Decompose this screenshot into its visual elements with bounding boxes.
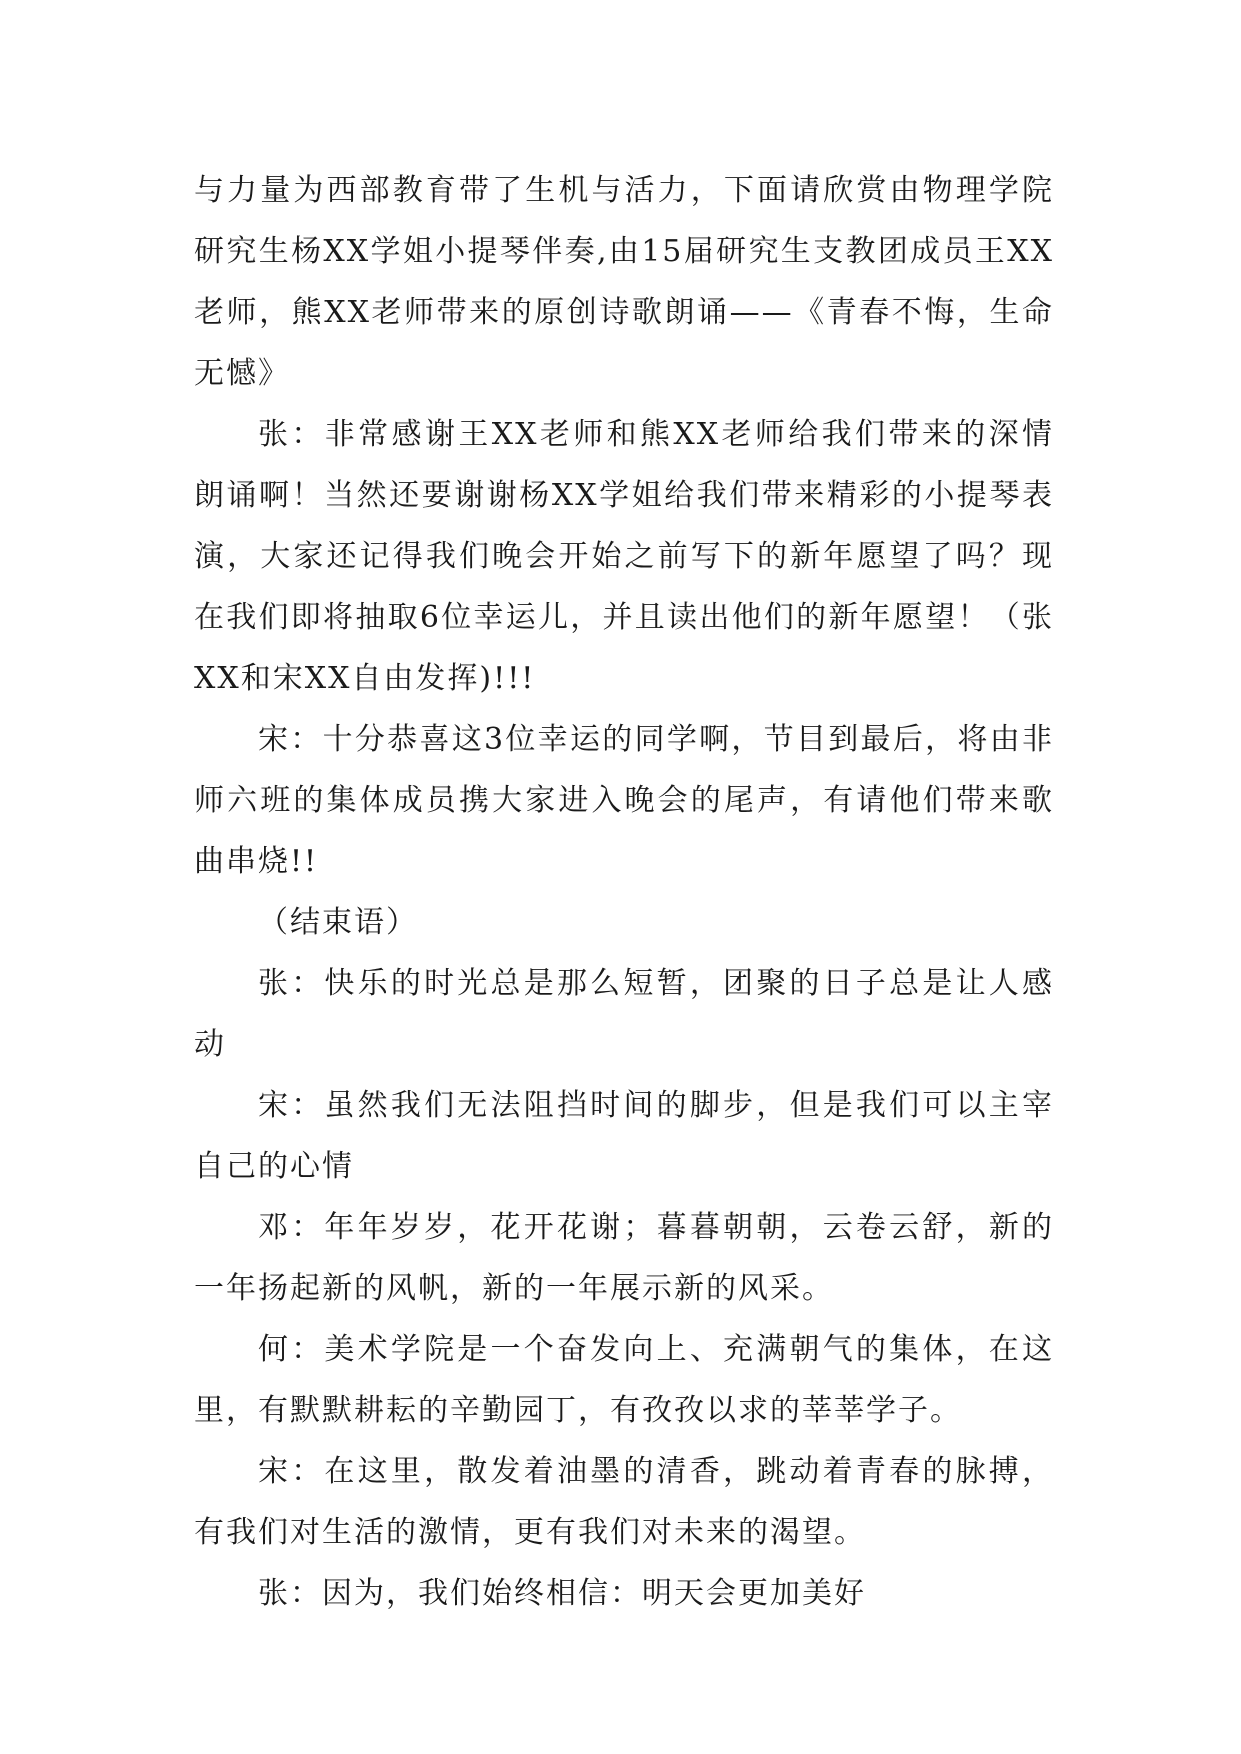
section-heading: （结束语） — [258, 905, 418, 940]
paragraph: 张：非常感谢王XX老师和熊XX老师给我们带来的深情朗诵啊！当然还要谢谢杨XX学姐给我们带来精彩的小提琴表演，大家还记得我们晚会开始之前写下的新年愿望了吗？现在我们即将抽取6位幸运儿，并且读出他们的新年愿望！（张XX和宋XX自由发挥)!!! — [194, 417, 1054, 696]
paragraph: 邓：年年岁岁，花开花谢；暮暮朝朝，云卷云舒，新的一年扬起新的风帆，新的一年展示新的风采。 — [194, 1210, 1054, 1306]
paragraph: 宋：虽然我们无法阻挡时间的脚步，但是我们可以主宰自己的心情 — [194, 1088, 1054, 1184]
paragraph: 与力量为西部教育带了生机与活力，下面请欣赏由物理学院研究生杨XX学姐小提琴伴奏,由15届研究生支教团成员王XX老师，熊XX老师带来的原创诗歌朗诵——《青春不悔，生命无憾》 — [194, 173, 1054, 391]
paragraph: 张：快乐的时光总是那么短暂，团聚的日子总是让人感动 — [194, 966, 1054, 1062]
paragraph: 宋：在这里，散发着油墨的清香，跳动着青春的脉搏，有我们对生活的激情，更有我们对未来的渴望。 — [194, 1454, 1054, 1550]
paragraph: 宋：十分恭喜这3位幸运的同学啊，节目到最后，将由非师六班的集体成员携大家进入晚会的尾声，有请他们带来歌曲串烧!! — [194, 722, 1054, 879]
document-body — [194, 160, 1054, 1624]
paragraph: 何：美术学院是一个奋发向上、充满朝气的集体，在这里，有默默耕耘的辛勤园丁，有孜孜以求的莘莘学子。 — [194, 1332, 1054, 1428]
paragraph: 张：因为，我们始终相信：明天会更加美好 — [258, 1576, 866, 1611]
